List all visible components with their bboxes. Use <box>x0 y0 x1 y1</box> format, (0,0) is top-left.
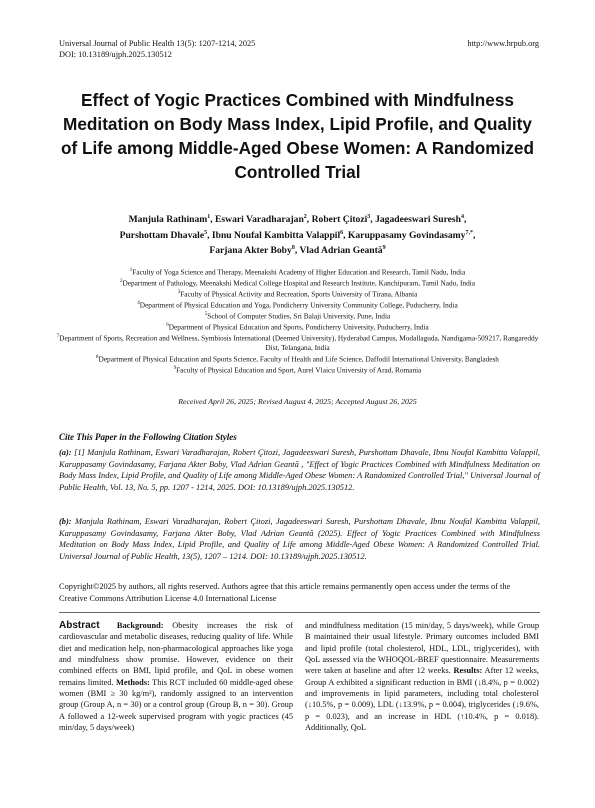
journal-url[interactable]: http://www.hrpub.org <box>467 39 539 48</box>
copyright-notice: Copyright©2025 by authors, all rights reserved. Authors agree that this article remains permanently open access under the terms of the Creative Commons Attribution License 4.0 International License <box>59 582 511 603</box>
author-affiliation-marker: 3 <box>367 214 371 220</box>
citation-style-b <box>59 516 540 562</box>
paper-title: Effect of Yogic Practices Combined with Mindfulness Meditation on Body Mass Index, Lipid Profile, and Quality of Life among Middle-Aged Obese Women: A Randomized Controlled Trial <box>61 90 534 182</box>
affiliation-marker: 9 <box>173 365 177 371</box>
author-name: Farjana Akter Boby <box>209 245 292 257</box>
author-affiliation-marker: 9 <box>382 245 386 252</box>
author-affiliation-marker: 2 <box>303 214 307 220</box>
affiliation-text: Faculty of Physical Activity and Recreation, Sports University of Tirana, Albania <box>180 289 418 299</box>
author-affiliation-marker: 5 <box>204 229 208 236</box>
affiliation-text: Department of Physical Education and Sports Science, Faculty of Health and Life Science, Daffodil International University, Bangladesh <box>98 354 499 364</box>
citation-b-text: Manjula Rathinam, Eswari Varadharajan, Robert Çitozi, Jagadeeswari Suresh, Purshottam Dhavale, Ibnu Noufal Kambitta Valappil, Karuppasamy Govindasamy, Farjana Akter Boby, Vlad Adrian Geantă (2025). Effect of Yogic Practices Combined with Mindfulness Meditation on Body Mass Index, Lipid Profile, and Quality of Life among Middle-Aged Obese Women: A Randomized Controlled Trial. Universal Journal of Public Health, 13(5), 1207 – 1214. DOI: 10.13189/ujph.2025.130512. <box>59 517 541 561</box>
affiliation-text: Department of Sports, Recreation and Wellness, Symbiosis International (Deemed University), Hyderabad Campus, Modallaguda, Nandigama-509217, Rangareddy Dist, Telangana, India <box>59 333 539 353</box>
affiliation-item <box>55 299 540 310</box>
affiliation-item <box>55 310 540 321</box>
affiliation-text: Faculty of Physical Education and Sport, Aurel Vlaicu University of Arad, Romania <box>176 365 422 375</box>
affiliation-item <box>55 353 540 364</box>
affiliation-item <box>55 277 540 288</box>
affiliation-text: Department of Physical Education and Yoga, Pondicherry University Community College, Puducherry, India <box>139 300 458 310</box>
author-affiliation-marker: 4 <box>460 214 464 220</box>
abstract-column-right <box>305 620 539 733</box>
affiliation-list <box>55 266 540 375</box>
doi: DOI: 10.13189/ujph.2025.130512 <box>59 50 172 59</box>
running-header <box>59 38 539 60</box>
affiliation-text: School of Computer Studies, Sri Balaji University, Pune, India <box>207 311 391 321</box>
affiliation-marker: 7 <box>56 334 60 340</box>
citation-b-label: (b): <box>59 517 72 526</box>
affiliation-marker: 3 <box>177 290 181 296</box>
author-list: Manjula Rathinam$^1$, Eswari Varadharajan$^2$, Robert Çitozi$^3$, Jagadeeswari Suresh$^4$, Purshottam Dhavale$^5$, Ibnu Noufal Kambitta Valappil$^6$, Karuppasamy Govindasamy$^{7,*}$, Farjana Akter Boby$^8$, Vlad Adrian Geantă$^9$ <box>119 214 476 257</box>
author-affiliation-marker: 6 <box>340 229 344 236</box>
methods-text-part2: and mindfulness meditation (15 min/day, 5 days/week), while Group B maintained their usual lifestyle. Primary outcomes included BMI and lipid profile (total cholesterol, HDL, LDL, triglycerides), with QoL assessed via the WHOQOL-BREF questionnaire. Measurements were taken at baseline and after 12 weeks. <box>305 621 539 676</box>
submission-dates: Received April 26, 2025; Revised August 4, 2025; Accepted August 26, 2025 <box>178 397 417 406</box>
affiliation-text: Department of Physical Education and Sports, Pondicherry University, Puducherry, India <box>168 322 429 332</box>
methods-label: Methods: <box>116 677 150 687</box>
affiliation-marker: 5 <box>204 312 208 318</box>
author-name: Manjula Rathinam <box>128 214 208 226</box>
citation-heading: Cite This Paper in the Following Citation Styles <box>59 432 237 442</box>
background-text: Obesity increases the risk of cardiovascular and metabolic diseases, reducing quality of life. While diet and medication help, non-pharmacological approaches like yoga and mindfulness show promise. However, evidence on their combined effects on BMI, lipid profile, and QoL in obese women remains limited. <box>59 621 293 687</box>
affiliation-item <box>55 266 540 277</box>
author-affiliation-marker: 8 <box>291 245 295 252</box>
affiliation-item <box>55 288 540 299</box>
author-name: Jagadeeswari Suresh <box>375 214 461 226</box>
section-divider <box>59 612 540 613</box>
abstract-heading: Abstract <box>59 620 100 631</box>
author-affiliation-marker: 1 <box>207 214 211 220</box>
journal-citation: Universal Journal of Public Health 13(5): 1207-1214, 2025 <box>59 39 256 48</box>
affiliation-text: Faculty of Yoga Science and Therapy, Meenakshi Academy of Higher Education and Research, Tamil Nadu, India <box>132 267 466 277</box>
citation-style-a <box>59 447 540 493</box>
author-name: Eswari Varadharajan <box>215 214 304 226</box>
affiliation-marker: 6 <box>166 323 169 329</box>
affiliation-marker: 8 <box>96 354 99 360</box>
affiliation-marker: 1 <box>129 268 133 273</box>
author-name: Robert Çitozi <box>311 214 368 226</box>
citation-a-text: [1] Manjula Rathinam, Eswari Varadharajan, Robert Çitozi, Jagadeeswari Suresh, Purshottam Dhavale, Ibnu Noufal Kambitta Valappil, Karuppasamy Govindasamy, Farjana Akter Boby, Vlad Adrian Geantă , "Effect of Yogic Practices Combined with Mindfulness Meditation on Body Mass Index, Lipid Profile, and Quality of Life among Middle-Aged Obese Women: A Randomized Controlled Trial," Universal Journal of Public Health, Vol. 13, No. 5, pp. 1207 - 1214, 2025. DOI: 10.13189/ujph.2025.130512. <box>59 448 540 492</box>
affiliation-marker: 4 <box>137 301 140 307</box>
results-text: After 12 weeks, Group A exhibited a significant reduction in BMI (↓8.4%, p = 0.002) and improvements in lipid parameters, including total cholesterol (↓10.5%, p = 0.009), LDL (↓13.9%, p = 0.004), triglycerides (↓9.6%, p = 0.023), and an increase in HDL (↑10.4%, p = 0.018). Additionally, QoL <box>305 666 539 733</box>
author-name: Karuppasamy Govindasamy <box>347 229 466 241</box>
affiliation-item <box>55 364 540 375</box>
methods-text-part1: This RCT included 60 middle-aged obese women (BMI ≥ 30 kg/m²), randomly assigned to an intervention group (Group A, n = 30) or a control group (Group B, n = 30). Group A followed a 12-week supervised program with yogic practices (45 min/day, 5 days/week) <box>59 677 293 733</box>
background-label: Background: <box>116 621 164 630</box>
results-label: Results: <box>453 666 483 676</box>
affiliation-text: Department of Pathology, Meenakshi Medical College Hospital and Research Institute, Kanchipuram, Tamil Nadu, India <box>122 278 475 288</box>
author-name: Ibnu Noufal Kambitta Valappil <box>211 229 341 241</box>
affiliation-item <box>55 332 540 353</box>
citation-a-label: (a): <box>59 448 72 457</box>
abstract-column-left <box>59 620 293 733</box>
affiliation-item <box>55 321 540 332</box>
author-name: Vlad Adrian Geantă <box>299 245 383 257</box>
author-affiliation-marker: 7,* <box>465 229 473 236</box>
affiliation-marker: 2 <box>120 279 123 285</box>
author-name: Purshottam Dhavale <box>119 229 205 241</box>
